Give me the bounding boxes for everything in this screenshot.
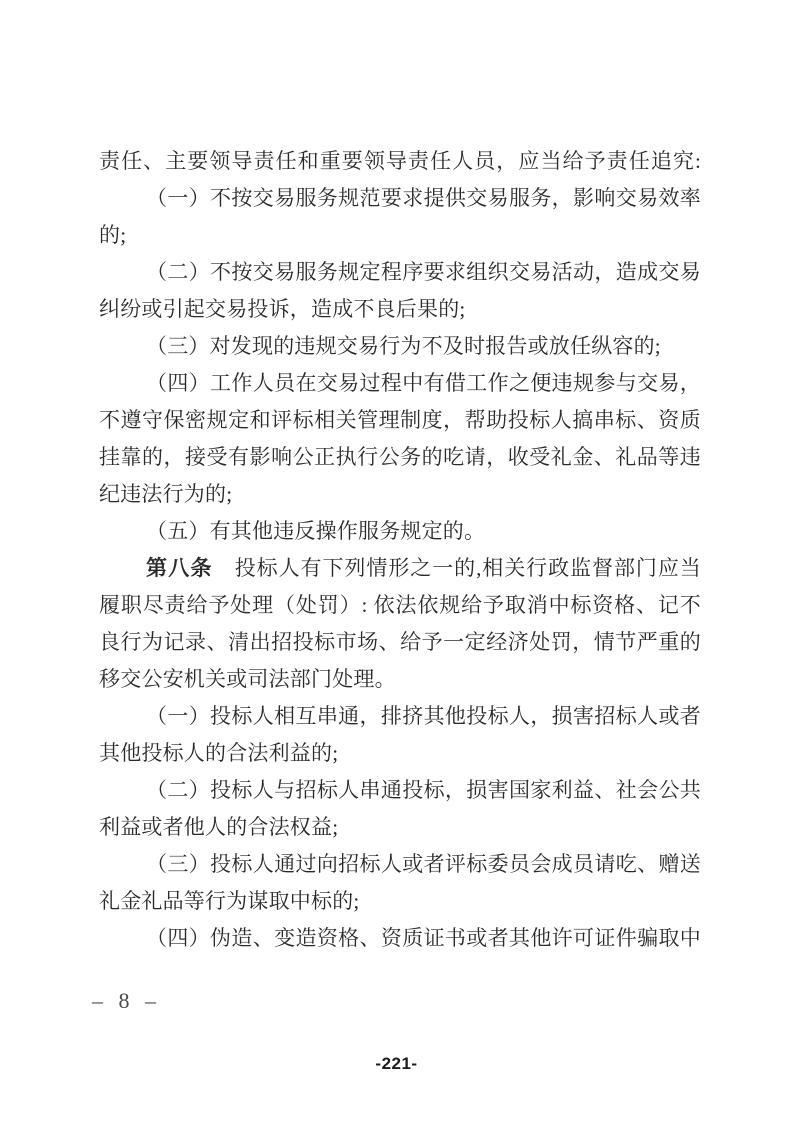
text-segment: 利益或者他人的合法权益; (99, 815, 339, 839)
page-number-left: – 8 – (92, 988, 161, 1013)
text-line (99, 735, 701, 772)
text-segment: 挂靠的，接受有影响公正执行公务的吃请，收受礼金、礼品等违 (99, 445, 701, 469)
text-line (99, 587, 701, 624)
text-segment: 责任、主要领导责任和重要领导责任人员，应当给予责任追究: (99, 149, 701, 173)
text-line (99, 254, 701, 291)
text-segment: 其他投标人的合法利益的; (99, 741, 339, 765)
text-line (99, 291, 701, 328)
text-line (99, 624, 701, 661)
text-line (99, 143, 701, 180)
text-body (99, 143, 701, 957)
text-segment: （一）不按交易服务规范要求提供交易服务，影响交易效率 (146, 186, 701, 210)
text-line (99, 513, 701, 550)
text-line (99, 772, 701, 809)
text-line (99, 328, 701, 365)
text-line (99, 180, 701, 217)
article-number: 第八条 (146, 556, 213, 580)
text-line (99, 217, 701, 254)
text-line (99, 439, 701, 476)
text-segment: （一）投标人相互串通，排挤其他投标人，损害招标人或者 (146, 704, 701, 728)
page-number-center: -221- (375, 1054, 418, 1073)
text-line (99, 698, 701, 735)
text-line (99, 365, 701, 402)
text-segment: （四）工作人员在交易过程中有借工作之便违规参与交易， (146, 371, 701, 395)
text-line (99, 809, 701, 846)
text-line (99, 846, 701, 883)
text-line (99, 920, 701, 957)
text-line (99, 476, 701, 513)
text-segment: （三）投标人通过向招标人或者评标委员会成员请吃、赠送 (146, 852, 701, 876)
text-line (99, 883, 701, 920)
text-segment: 纠纷或引起交易投诉，造成不良后果的; (99, 297, 466, 321)
text-segment: 移交公安机关或司法部门处理。 (99, 667, 396, 691)
text-segment: （四）伪造、变造资格、资质证书或者其他许可证件骗取中 (146, 926, 701, 950)
text-segment: （二）不按交易服务规定程序要求组织交易活动，造成交易 (146, 260, 701, 284)
text-segment: 良行为记录、清出招投标市场、给予一定经济处罚，情节严重的 (99, 630, 701, 654)
text-segment: 履职尽责给予处理（处罚）: 依法依规给予取消中标资格、记不 (99, 593, 701, 617)
text-line (99, 661, 701, 698)
text-segment: （二）投标人与招标人串通投标，损害国家利益、社会公共 (146, 778, 701, 802)
text-segment: 礼金礼品等行为谋取中标的; (99, 889, 360, 913)
text-segment: 纪违法行为的; (99, 482, 233, 506)
text-segment: 投标人有下列情形之一的,相关行政监督部门应当 (212, 556, 702, 580)
text-segment: （五）有其他违反操作服务规定的。 (146, 519, 486, 543)
text-line (99, 402, 701, 439)
text-line (99, 550, 701, 587)
text-segment: （三）对发现的违规交易行为不及时报告或放任纵容的; (146, 334, 661, 358)
text-segment: 的; (99, 223, 127, 247)
text-segment: 不遵守保密规定和评标相关管理制度，帮助投标人搞串标、资质 (99, 408, 701, 432)
